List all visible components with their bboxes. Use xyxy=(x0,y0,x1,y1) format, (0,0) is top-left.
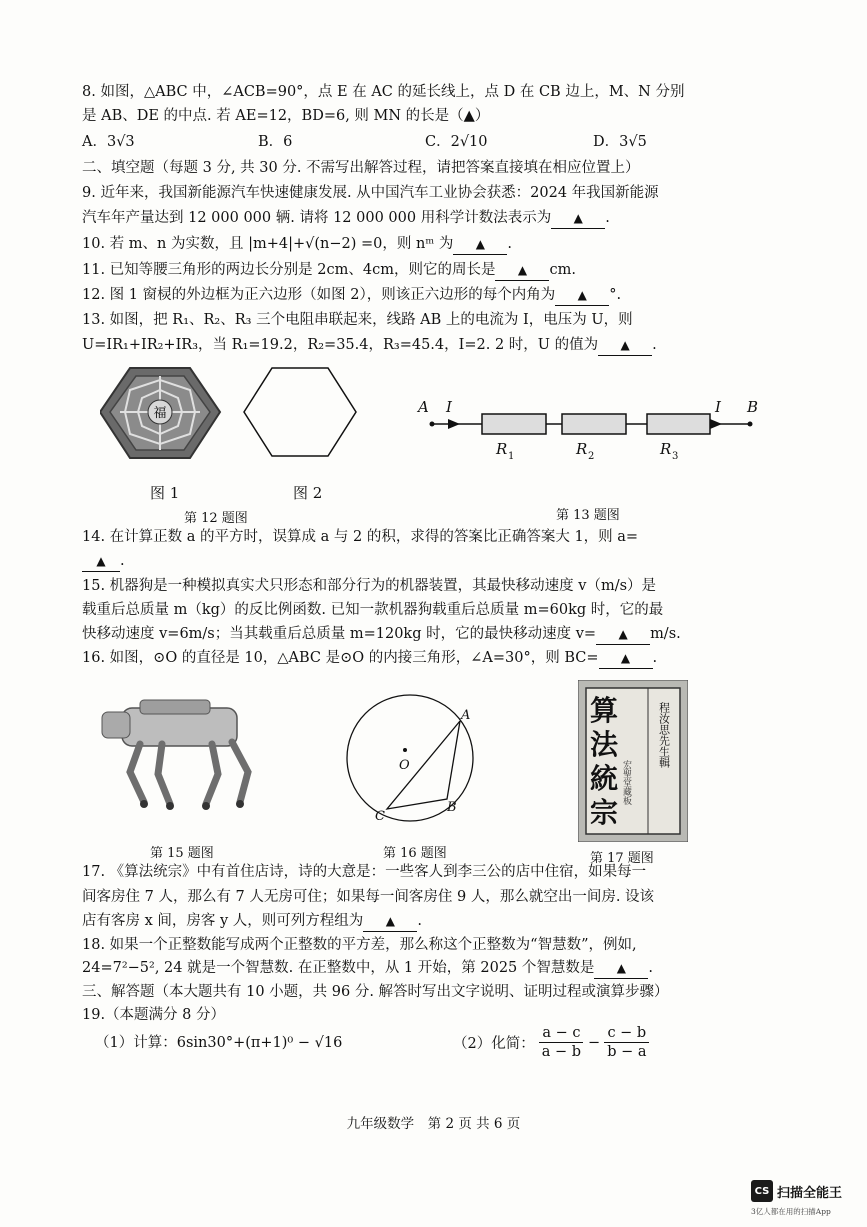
answer-blank: ▲ xyxy=(598,335,652,356)
resistor-r3 xyxy=(647,414,710,434)
fig2-label: 图 2 xyxy=(293,484,323,502)
q17-line2: 间客房住 7 人，那么有 7 人无房可住；如果每一间客房住 9 人，那么就空出一间房. 设该 xyxy=(82,889,655,905)
fig1-label: 图 1 xyxy=(150,484,180,502)
svg-text:3: 3 xyxy=(672,451,679,462)
fraction-1: $\frac{a - c}{a - b}$ xyxy=(539,1024,584,1061)
scanner-watermark: CS 扫描全能王 3亿人都在用的扫描App xyxy=(751,1180,842,1202)
answer-blank: ▲ xyxy=(596,624,650,645)
svg-text:2: 2 xyxy=(588,451,595,462)
q11-line: 11. 已知等腰三角形的两边长分别是 2cm、4cm，则它的周长是 ▲ cm. xyxy=(82,260,576,281)
answer-blank: ▲ xyxy=(555,285,609,306)
q9-line1: 9. 近年来，我国新能源汽车快速健康发展. 从中国汽车工业协会获悉：2024 年我国新能源 xyxy=(82,185,659,201)
fig15-caption: 第 15 题图 xyxy=(150,846,214,861)
q19-part1: （1）计算：6sin30°+(π+1)⁰ − √16 xyxy=(95,1035,343,1051)
answer-blank: ▲ xyxy=(82,551,120,572)
q8-option-c: C．2√10 xyxy=(425,134,488,150)
q19-head: 19.（本题满分 8 分） xyxy=(82,1007,226,1023)
q15-line1: 15. 机器狗是一种模拟真实犬只形态和部分行为的机器装置，其最快移动速度 v（m/s）是 xyxy=(82,578,657,594)
circuit-figure-13 xyxy=(410,392,770,472)
q17-line3: 店有客房 x 间，房客 y 人，则可列方程组为 ▲ . xyxy=(82,911,422,932)
svg-text:宗: 宗 xyxy=(590,796,619,829)
camscanner-logo-icon: CS xyxy=(751,1180,773,1202)
svg-text:程汝思先生輯: 程汝思先生輯 xyxy=(657,702,671,768)
q8-option-d: D．3√5 xyxy=(593,134,647,150)
svg-text:統: 統 xyxy=(590,762,619,795)
page-footer: 九年级数学 第 2 页 共 6 页 xyxy=(346,1116,521,1132)
svg-text:A: A xyxy=(461,708,471,723)
q14-line1: 14. 在计算正数 a 的平方时，误算成 a 与 2 的积，求得的答案比正确答案大 1，则 a= xyxy=(82,529,639,545)
svg-text:1: 1 xyxy=(508,451,515,462)
svg-text:R: R xyxy=(576,440,588,458)
regular-hexagon xyxy=(244,368,356,456)
answer-blank: ▲ xyxy=(599,648,653,669)
current-arrow-icon xyxy=(448,419,460,429)
q9-line2: 汽车年产量达到 12 000 000 辆. 请将 12 000 000 用科学计数法表示为 ▲ . xyxy=(82,208,610,229)
svg-text:I: I xyxy=(446,398,452,416)
svg-text:R: R xyxy=(660,440,672,458)
q10-line: 10. 若 m、n 为实数，且 |m+4|+√(n−2) =0，则 nᵐ 为 ▲ . xyxy=(82,234,512,255)
svg-text:算: 算 xyxy=(590,694,619,727)
section3-heading: 三、解答题（本大题共有 10 小题，共 96 分. 解答时写出文字说明、证明过程或演算步骤） xyxy=(82,984,669,1000)
current-arrow-icon xyxy=(710,419,722,429)
q18-line1: 18. 如果一个正整数能写成两个正整数的平方差，那么称这个正整数为“智慧数”，例如, xyxy=(82,937,637,953)
book-cover-figure-17 xyxy=(578,680,688,842)
q8-option-a: A．3√3 xyxy=(82,134,135,150)
answer-blank: ▲ xyxy=(453,234,507,255)
svg-text:I: I xyxy=(715,398,721,416)
fig12-caption: 第 12 题图 xyxy=(184,511,248,526)
section2-heading: 二、填空题（每题 3 分, 共 30 分. 不需写出解答过程，请把答案直接填在相应位置上） xyxy=(82,160,640,176)
q15-line3: 快移动速度 v=6m/s；当其载重后总质量 m=120kg 时，它的最快移动速度 v= ▲ m/s. xyxy=(82,624,681,645)
q8-line2: 是 AB、DE 的中点. 若 AE=12，BD=6, 则 MN 的长是（▲） xyxy=(82,108,490,124)
svg-text:福: 福 xyxy=(153,406,167,421)
fig16-caption: 第 16 题图 xyxy=(383,846,447,861)
q15-line2: 载重后总质量 m（kg）的反比例函数. 已知一款机器狗载重后总质量 m=60kg 时，它的最 xyxy=(82,602,664,618)
svg-text:O: O xyxy=(399,758,410,773)
figure-12 xyxy=(100,360,380,500)
q13-line1: 13. 如图，把 R₁、R₂、R₃ 三个电阻串联起来，线路 AB 上的电流为 I，电压为 U，则 xyxy=(82,312,633,328)
answer-blank: ▲ xyxy=(551,208,605,229)
svg-text:法: 法 xyxy=(590,728,619,761)
answer-blank: ▲ xyxy=(594,958,648,979)
resistor-r2 xyxy=(562,414,626,434)
q12-line: 12. 图 1 窗棂的外边框为正六边形（如图 2），则该正六边形的每个内角为 ▲ °. xyxy=(82,285,621,306)
q18-line2: 24=7²−5², 24 就是一个智慧数. 在正整数中，从 1 开始，第 2025 个智慧数是 ▲ . xyxy=(82,958,653,979)
circle-figure-16 xyxy=(335,683,485,833)
answer-blank: ▲ xyxy=(495,260,549,281)
q19-part2: （2）化简： $\frac{a - c}{a - b}$ − $\frac{c - b}{b - a}$ xyxy=(453,1024,653,1061)
answer-blank: ▲ xyxy=(363,911,417,932)
fraction-2: $\frac{c - b}{b - a}$ xyxy=(604,1024,649,1061)
svg-text:宏聖堂藏板: 宏聖堂藏板 xyxy=(621,760,631,805)
q8-line1: 8. 如图，△ABC 中，∠ACB=90°，点 E 在 AC 的延长线上，点 D 在 CB 边上，M、N 分别 xyxy=(82,84,685,100)
robot-dog-figure xyxy=(100,690,280,825)
inscribed-triangle xyxy=(387,721,460,809)
q16-line: 16. 如图，⊙O 的直径是 10，△ABC 是⊙O 的内接三角形，∠A=30°，则 BC= ▲ . xyxy=(82,648,657,669)
q14-line2: ▲ . xyxy=(82,551,125,572)
svg-text:A: A xyxy=(418,398,429,416)
svg-text:C: C xyxy=(375,809,385,824)
fig17-caption: 第 17 题图 xyxy=(590,851,654,866)
q17-line1: 17. 《算法统宗》中有首住店诗，诗的大意是：一些客人到李三公的店中住宿，如果每一 xyxy=(82,864,647,880)
svg-text:B: B xyxy=(447,800,457,815)
robot-dog-head xyxy=(102,712,130,738)
fig13-caption: 第 13 题图 xyxy=(556,508,620,523)
q8-option-b: B．6 xyxy=(258,134,293,150)
resistor-r1 xyxy=(482,414,546,434)
svg-text:B: B xyxy=(747,398,759,416)
svg-text:R: R xyxy=(496,440,508,458)
q13-line2: U=IR₁+IR₂+IR₃，当 R₁=19.2，R₂=35.4，R₃=45.4，I=2. 2 时，U 的值为 ▲ . xyxy=(82,335,657,356)
